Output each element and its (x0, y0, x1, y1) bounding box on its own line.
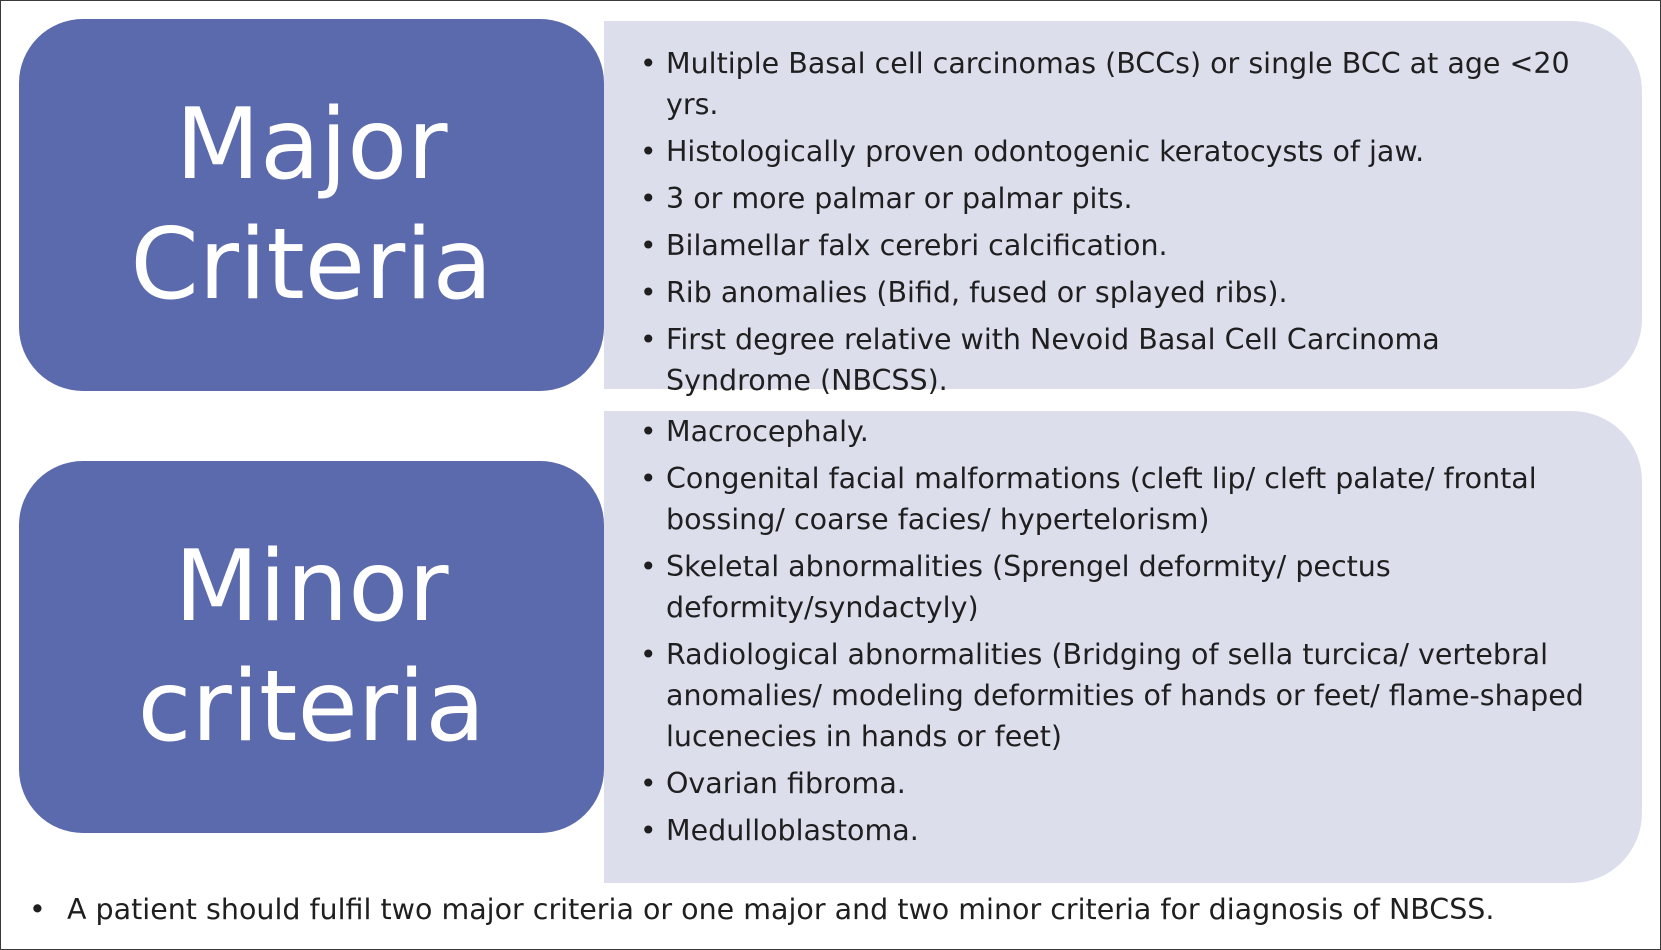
bullet-icon: • (640, 47, 657, 80)
major-criteria-item: • First degree relative with Nevoid Basal Cell Carcinoma Syndrome (NBCSS). (604, 319, 1586, 401)
minor-label-line1: Minor (174, 530, 449, 644)
major-criteria-item: • Histologically proven odontogenic keratocysts of jaw. (604, 131, 1586, 172)
bullet-icon: • (640, 182, 657, 215)
major-criteria-item: • 3 or more palmar or palmar pits. (604, 178, 1586, 219)
bullet-icon: • (640, 135, 657, 168)
bullet-icon: • (640, 276, 657, 309)
bullet-icon: • (640, 323, 657, 356)
minor-criteria-label (19, 461, 604, 833)
bullet-icon: • (640, 462, 657, 495)
major-criteria-item: • Bilamellar falx cerebri calcification. (604, 225, 1586, 266)
major-label-line1: Major (175, 88, 448, 202)
major-criteria-item: • Rib anomalies (Bifid, fused or splayed ribs). (604, 272, 1586, 313)
minor-criteria-item: • Macrocephaly. (604, 411, 1586, 452)
minor-criteria-item: • Medulloblastoma. (604, 810, 1586, 851)
major-criteria-label (19, 19, 604, 391)
bullet-icon: • (640, 638, 657, 671)
minor-criteria-list (604, 411, 1586, 857)
bullet-icon: • (640, 229, 657, 262)
minor-criteria-panel (604, 411, 1642, 883)
major-label-line2: Criteria (130, 208, 493, 322)
major-criteria-item: • Multiple Basal cell carcinomas (BCCs) or single BCC at age <20 yrs. (604, 43, 1586, 125)
bullet-icon: • (640, 550, 657, 583)
bullet-icon: • (640, 415, 657, 448)
minor-criteria-item: • Radiological abnormalities (Bridging of sella turcica/ vertebral anomalies/ modeling deformities of hands or feet/ flame-shaped lucenecies in hands or feet) (604, 634, 1586, 757)
minor-criteria-item: • Skeletal abnormalities (Sprengel deformity/ pectus deformity/syndactyly) (604, 546, 1586, 628)
bullet-icon: • (640, 814, 657, 847)
minor-criteria-item: • Ovarian fibroma. (604, 763, 1586, 804)
minor-label-line2: criteria (137, 650, 486, 764)
major-criteria-panel (604, 21, 1642, 397)
bullet-icon: • (640, 767, 657, 800)
major-criteria-list (604, 43, 1586, 407)
bullet-icon: • (29, 893, 46, 926)
minor-criteria-item: • Congenital facial malformations (cleft lip/ cleft palate/ frontal bossing/ coarse facies/ hypertelorism) (604, 458, 1586, 540)
diagnosis-footnote: • A patient should fulfil two major criteria or one major and two minor criteria for diagnosis of NBCSS. (29, 893, 1495, 926)
